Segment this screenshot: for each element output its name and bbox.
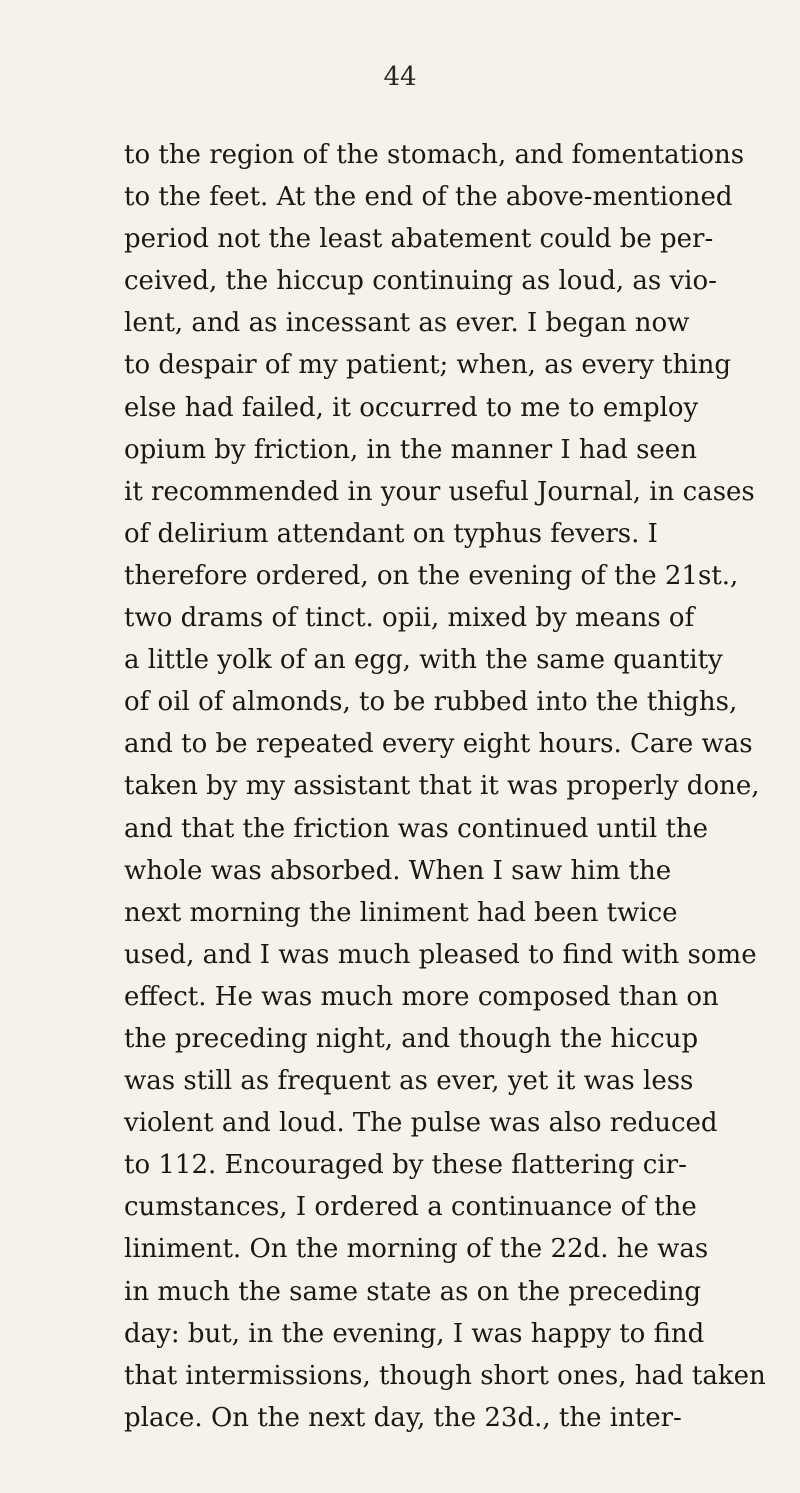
- text-line-14: of oil of almonds, to be rubbed into the thighs,: [124, 687, 738, 718]
- text-line-10: of delirium attendant on typhus fevers. I: [124, 518, 658, 549]
- text-line-4: ceived, the hiccup continuing as loud, as vio-: [124, 266, 717, 297]
- text-line-17: and that the friction was continued until the: [124, 813, 709, 844]
- page-number: 44: [383, 62, 417, 92]
- text-line-19: next morning the liniment had been twice: [124, 897, 678, 928]
- text-line-11: therefore ordered, on the evening of the 21st.,: [124, 560, 739, 591]
- text-line-3: period not the least abatement could be per-: [124, 224, 714, 255]
- text-line-20: used, and I was much pleased to find with some: [124, 939, 757, 970]
- text-line-28: in much the same state as on the preceding: [124, 1276, 702, 1307]
- text-line-29: day: but, in the evening, I was happy to find: [124, 1318, 705, 1349]
- text-line-8: opium by friction, in the manner I had seen: [124, 434, 697, 465]
- text-line-5: lent, and as incessant as ever. I began now: [124, 308, 690, 339]
- text-line-22: the preceding night, and though the hiccup: [124, 1023, 699, 1054]
- text-line-27: liniment. On the morning of the 22d. he was: [124, 1234, 709, 1265]
- body-text: [124, 134, 766, 1439]
- text-line-26: cumstances, I ordered a continuance of the: [124, 1192, 697, 1223]
- text-line-7: else had failed, it occurred to me to employ: [124, 392, 699, 423]
- text-line-24: violent and loud. The pulse was also reduced: [124, 1108, 718, 1139]
- text-line-18: whole was absorbed. When I saw him the: [124, 855, 672, 886]
- text-line-31: place. On the next day, the 23d., the inter-: [124, 1402, 682, 1433]
- text-line-25: to 112. Encouraged by these flattering cir-: [124, 1150, 687, 1181]
- text-line-12: two drams of tinct. opii, mixed by means of: [124, 603, 695, 634]
- text-line-15: and to be repeated every eight hours. Care was: [124, 729, 753, 760]
- text-line-1: to the region of the stomach, and fomentations: [124, 140, 745, 170]
- text-line-21: effect. He was much more composed than on: [124, 981, 719, 1012]
- text-line-30: that intermissions, though short ones, had taken: [124, 1360, 766, 1391]
- text-line-13: a little yolk of an egg, with the same quantity: [124, 645, 723, 676]
- text-line-23: was still as frequent as ever, yet it was less: [124, 1066, 694, 1097]
- text-line-16: taken by my assistant that it was properly done,: [124, 771, 760, 802]
- text-line-9: it recommended in your useful Journal, in cases: [124, 476, 755, 507]
- text-line-2: to the feet. At the end of the above-mentioned: [124, 182, 733, 213]
- text-line-6: to despair of my patient; when, as every thing: [124, 350, 732, 381]
